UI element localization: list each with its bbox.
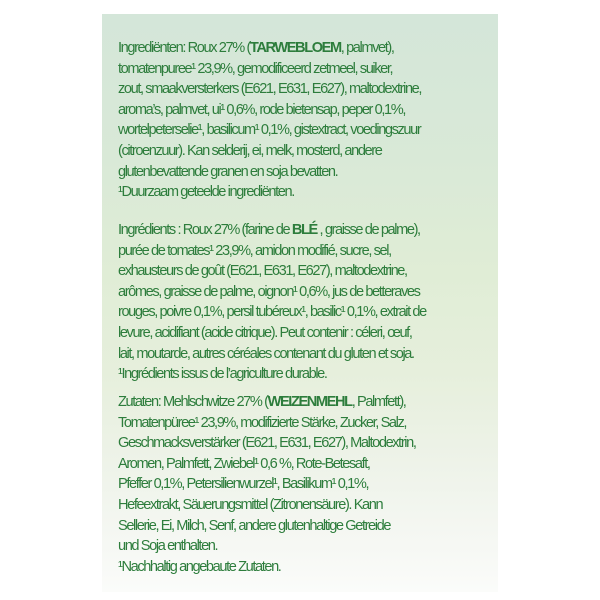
footnote-line: ¹Duurzaam geteelde ingrediënten. <box>118 184 294 201</box>
ingredients-line: aroma’s, palmvet, ui¹ 0,6%, rode bietensap, peper 0,1%, <box>118 101 405 118</box>
ingredients-line: Tomatenpüree¹ 23,9%, modifizierte Stärke, Zucker, Salz, <box>118 414 407 431</box>
ingredients-line: Pfeffer 0,1%, Petersilienwurzel¹, Basilikum¹ 0,1%, <box>118 476 369 493</box>
ingredients-french <box>118 220 496 385</box>
ingredients-line: Hefeextrakt, Säuerungsmittel (Zitronensäure). Kann <box>118 496 383 513</box>
ingredients-line: purée de tomates¹ 23,9%, amidon modifié, sucre, sel, <box>118 242 391 259</box>
ingredients-line: arômes, graisse de palme, oignon¹ 0,6%, jus de betteraves <box>118 283 420 300</box>
ingredients-label-panel <box>102 14 498 592</box>
allergen-highlight: WEIZENMEHL <box>267 394 352 410</box>
ingredients-dutch <box>118 38 496 203</box>
ingredients-line: rouges, poivre 0,1%, persil tubéreux¹, basilic¹ 0,1%, extrait de <box>118 304 426 321</box>
ingredients-line: glutenbevattende granen en soja bevatten. <box>118 163 338 180</box>
allergen-highlight: TARWEBLOEM <box>249 40 341 56</box>
ingredients-line: Sellerie, Ei, Milch, Senf, andere glutenhaltige Getreide <box>118 517 391 534</box>
ingredients-line: wortelpeterselie¹, basilicum¹ 0,1%, gistextract, voedingszuur <box>118 122 421 139</box>
allergen-highlight: BLÉ <box>291 222 317 238</box>
ingredients-line: (citroenzuur). Kan selderij, ei, melk, mosterd, andere <box>118 142 382 159</box>
ingredients-line: und Soja enthalten. <box>118 538 218 555</box>
ingredients-line: Ingrediënten: Roux 27% (TARWEBLOEM, palmvet), <box>118 40 394 56</box>
ingredients-line: Zutaten: Mehlschwitze 27% (WEIZENMEHL, Palmfett), <box>118 394 406 410</box>
ingredients-line: levure, acidifiant (acide citrique). Peut contenir : céleri, œuf, <box>118 324 412 341</box>
footnote-line: ¹Nachhaltig angebaute Zutaten. <box>118 558 281 575</box>
ingredients-line: lait, moutarde, autres céréales contenant du gluten et soja. <box>118 345 414 362</box>
ingredients-line: Ingrédients : Roux 27% (farine de BLÉ , graisse de palme), <box>118 222 420 238</box>
ingredients-line: Geschmacksverstärker (E621, E631, E627), Maltodextrin, <box>118 435 416 452</box>
ingredients-line: zout, smaakversterkers (E621, E631, E627), maltodextrine, <box>118 81 422 98</box>
ingredients-line: Aromen, Palmfett, Zwiebel¹ 0,6 %, Rote-Betesaft, <box>118 455 370 472</box>
ingredients-line: exhausteurs de goût (E621, E631, E627), maltodextrine, <box>118 263 407 280</box>
footnote-line: ¹Ingrédients issus de l’agriculture durable. <box>118 366 327 383</box>
ingredients-german <box>118 392 496 577</box>
ingredients-line: tomatenpuree¹ 23,9%, gemodificeerd zetmeel, suiker, <box>118 60 393 77</box>
